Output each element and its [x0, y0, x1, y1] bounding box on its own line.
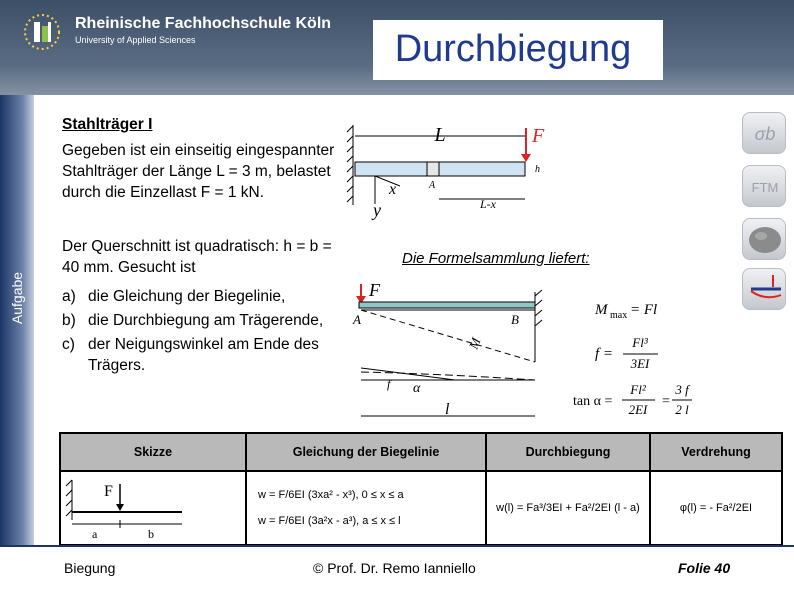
diagram-length-label: l — [445, 401, 450, 418]
sketch-a-label: a — [92, 526, 98, 540]
university-logo — [22, 12, 62, 52]
task-list — [62, 286, 352, 379]
moment-formula-sub: max — [610, 310, 628, 321]
university-subtitle: University of Applied Sciences — [75, 35, 196, 45]
section-label: A — [429, 180, 436, 191]
y-axis-label: y — [373, 200, 381, 220]
f-label: f — [387, 377, 391, 391]
table-header-cell: Verdrehung — [650, 433, 782, 471]
slide-title: Durchbiegung — [394, 28, 632, 70]
cantilever-sketch — [62, 474, 242, 540]
list-marker: a) — [62, 288, 76, 305]
diagram-beam — [359, 302, 535, 308]
table-header-row — [60, 433, 782, 471]
length-label: L — [434, 124, 446, 146]
sketch-force-label: F — [104, 482, 113, 500]
angle-lhs: tan α = — [573, 394, 613, 409]
wall-hatch — [347, 125, 353, 205]
footer-divider — [0, 545, 794, 547]
angle-den: 2EI — [628, 402, 648, 417]
beam — [355, 162, 525, 176]
formula-label: Die Formelsammlung liefert: — [402, 250, 590, 267]
beam-section — [427, 162, 439, 176]
sketch-b-label: b — [148, 526, 154, 540]
remaining-label: L-x — [480, 197, 496, 211]
ftm-icon[interactable] — [742, 165, 786, 207]
point-b-label: B — [511, 312, 519, 327]
equation-line-2: w = F/6EI (3a²x - a³), a ≤ x ≤ l — [258, 515, 401, 527]
angle-num: Fl² — [630, 382, 646, 397]
list-item — [62, 286, 352, 307]
angle-equals: = — [662, 394, 670, 409]
moment-triangle-slope — [361, 310, 535, 362]
ftm-icon-text: FTM — [751, 179, 779, 195]
sidebar-label-text: Aufgabe — [9, 271, 25, 325]
cross-section-text: Der Querschnitt ist quadratisch: h = b = 40 mm. Gesucht ist — [62, 238, 332, 276]
force-label: F — [532, 125, 545, 147]
problem-title: Stahlträger I — [62, 116, 153, 133]
equation-line-1: w = F/6EI (3xa² - x³), 0 ≤ x ≤ a — [258, 489, 404, 501]
point-a-label: A — [353, 312, 361, 327]
moment-formula-rhs: = Fl — [630, 302, 658, 318]
list-item-text: die Durchbiegung am Trägerende, — [88, 312, 324, 329]
problem-description: Gegeben ist ein einseitig eingespannter Stahlträger der Länge L = 3 m, belastet durch die Einzellast F = 1 kN. — [62, 142, 335, 201]
deflection-diagram — [345, 280, 555, 428]
list-item — [62, 334, 352, 376]
deflection-lhs: f = — [595, 346, 614, 362]
table-row — [60, 471, 782, 545]
header-banner — [0, 0, 794, 95]
table-header-cell: Skizze — [60, 433, 246, 471]
equation-cell — [246, 471, 486, 545]
diagram-wall — [535, 290, 542, 328]
moment-label: M — [465, 335, 484, 352]
rotation-cell: φ(l) = - Fa²/2EI — [650, 471, 782, 545]
angle-label: α — [413, 381, 421, 396]
university-name: Rheinische Fachhochschule Köln — [75, 15, 332, 32]
rock-icon-graphic — [743, 219, 786, 260]
sigma-icon-text: σb — [754, 123, 776, 144]
list-item-text: der Neigungswinkel am Ende des Trägers. — [88, 336, 319, 374]
footer-author: © Prof. Dr. Remo Ianniello — [313, 560, 476, 576]
deflection-num: Fl³ — [632, 335, 648, 350]
formula-block — [570, 290, 720, 430]
sidebar-label — [2, 248, 32, 348]
table-header-cell: Durchbiegung — [486, 433, 650, 471]
list-marker: b) — [62, 312, 76, 329]
sketch-cell — [60, 471, 246, 545]
deflection-cell: w(l) = Fa³/3EI + Fa²/2EI (l - a) — [486, 471, 650, 545]
sigma-icon[interactable] — [742, 112, 786, 154]
beam-icon[interactable] — [742, 268, 786, 310]
beam-sketch — [345, 120, 555, 220]
list-item-text: die Gleichung der Biegelinie, — [88, 288, 286, 305]
footer-slide-number: Folie 40 — [678, 560, 731, 576]
angle-num2: 3 f — [675, 382, 689, 397]
x-axis-label: x — [389, 181, 397, 198]
x-axis — [375, 176, 400, 186]
list-item — [62, 310, 352, 331]
beam-icon-graphic — [743, 269, 786, 310]
force-arrowhead — [521, 154, 531, 162]
title-box — [373, 20, 663, 80]
summary-table — [59, 432, 783, 546]
deflection-den: 3EI — [630, 356, 650, 371]
footer-topic: Biegung — [64, 560, 116, 576]
list-marker: c) — [62, 336, 75, 353]
height-label: h — [535, 164, 540, 175]
table-header-cell: Gleichung der Biegelinie — [246, 433, 486, 471]
moment-formula-lhs: M — [595, 302, 608, 318]
angle-den2: 2 l — [675, 402, 689, 417]
rock-icon[interactable] — [742, 218, 786, 260]
tangent-line — [361, 368, 455, 380]
diagram-force-label: F — [369, 280, 380, 300]
